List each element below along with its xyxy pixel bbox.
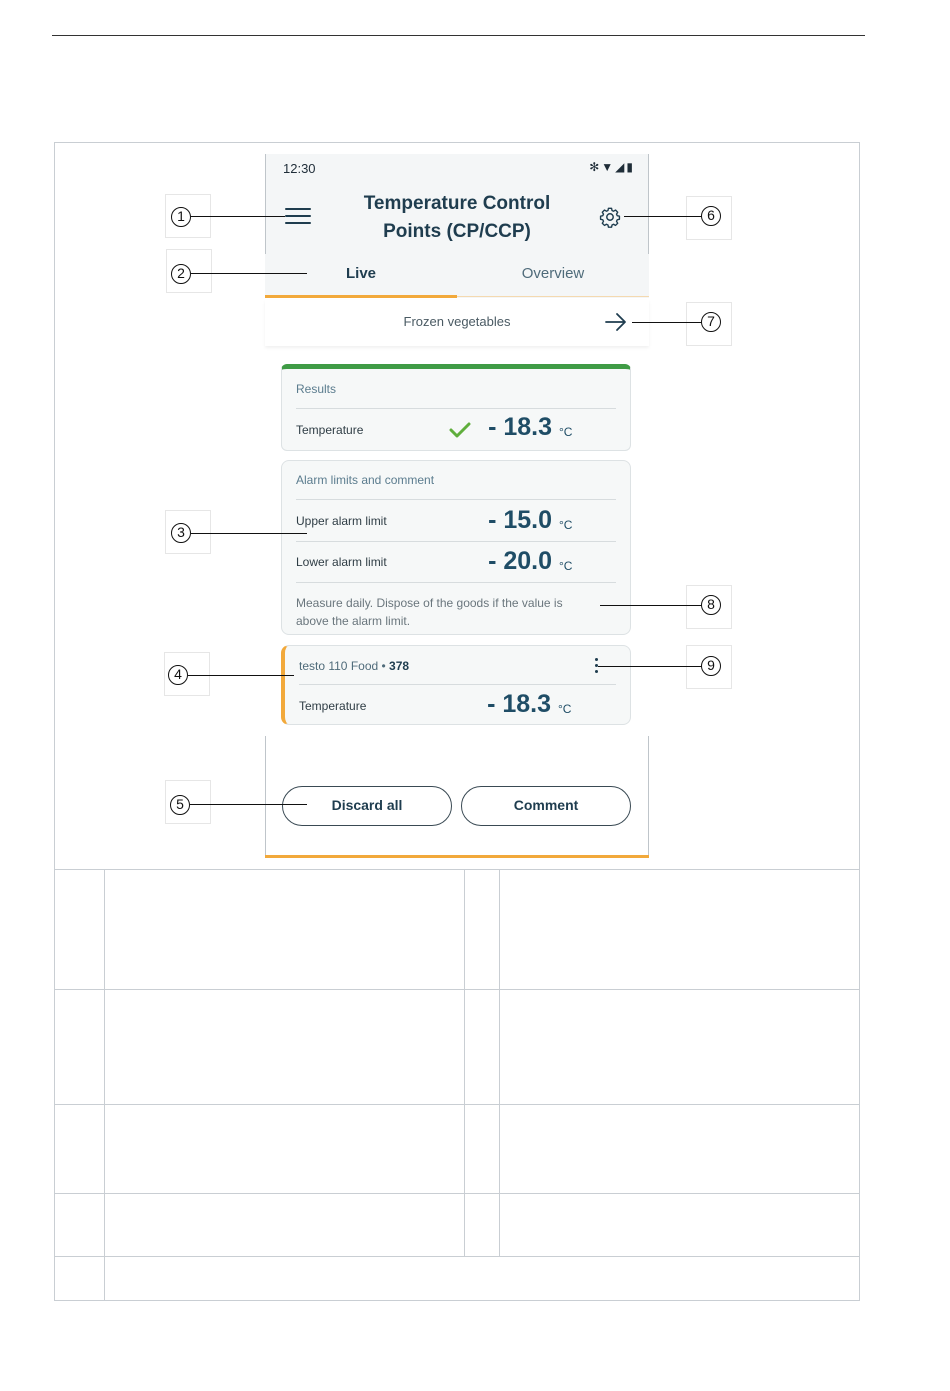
results-card — [281, 364, 631, 451]
status-icons: ✻▼◢▮ — [589, 160, 635, 174]
table-cell — [105, 1257, 860, 1301]
table-cell — [500, 1194, 860, 1257]
divider — [296, 582, 616, 583]
page-header-rule — [52, 35, 865, 36]
callout-1: 1 — [171, 207, 191, 227]
app-title-line2: Points (CP/CCP) — [383, 221, 531, 242]
lower-alarm-label: Lower alarm limit — [296, 555, 387, 569]
callout-4: 4 — [168, 665, 188, 685]
results-temperature-unit: °C — [559, 425, 573, 439]
results-temperature-value: - 18.3 — [488, 413, 552, 441]
active-tab-indicator — [265, 295, 457, 298]
app-title — [345, 190, 569, 246]
device-serial: 378 — [389, 659, 410, 673]
divider — [296, 408, 616, 409]
results-card-title: Results — [296, 382, 337, 396]
table-cell — [55, 990, 105, 1105]
table-row — [55, 1194, 860, 1257]
check-icon — [449, 421, 471, 439]
table-cell — [465, 990, 500, 1105]
phone-edge-left — [265, 154, 266, 254]
leader-line — [598, 666, 702, 667]
table-cell — [500, 1105, 860, 1194]
table-cell — [465, 870, 500, 990]
device-separator: • — [378, 659, 390, 673]
leader-line — [188, 675, 294, 676]
leader-line — [191, 216, 285, 217]
leader-line — [624, 216, 702, 217]
table-cell — [105, 990, 465, 1105]
status-time: 12:30 — [283, 161, 316, 176]
table-cell — [465, 1105, 500, 1194]
leader-line — [600, 605, 702, 606]
leader-line — [190, 804, 307, 805]
control-point-row[interactable] — [265, 300, 649, 346]
leader-line — [191, 273, 307, 274]
results-temperature-label: Temperature — [296, 423, 364, 437]
sensor-temperature-unit: °C — [558, 702, 572, 716]
table-cell — [55, 1257, 105, 1301]
divider — [299, 684, 616, 685]
phone-screen — [265, 154, 649, 859]
app-title-line1: Temperature Control — [363, 193, 551, 214]
upper-alarm-value: - 15.0 — [488, 506, 552, 534]
table-row — [55, 870, 860, 990]
discard-all-button[interactable]: Discard all — [282, 786, 452, 826]
upper-alarm-label: Upper alarm limit — [296, 514, 387, 528]
alarm-comment: Measure daily. Dispose of the goods if the value is above the alarm limit. — [296, 596, 563, 628]
upper-alarm-unit: °C — [559, 518, 573, 532]
table-row — [55, 990, 860, 1105]
phone-edge-right — [648, 154, 649, 254]
sensor-temperature-value: - 18.3 — [487, 690, 551, 718]
table-cell — [55, 870, 105, 990]
table-row — [55, 1257, 860, 1301]
table-cell — [55, 1105, 105, 1194]
comment-button[interactable]: Comment — [461, 786, 631, 826]
legend-table — [54, 869, 860, 1301]
phone-edge-left-bottom — [265, 736, 266, 858]
sensor-temperature-label: Temperature — [299, 699, 367, 713]
device-model: testo 110 Food — [299, 659, 379, 673]
alarm-card-title: Alarm limits and comment — [296, 473, 435, 487]
table-row — [55, 1105, 860, 1194]
callout-8: 8 — [701, 595, 721, 615]
table-cell — [465, 1194, 500, 1257]
lower-alarm-value: - 20.0 — [488, 547, 552, 575]
table-cell — [500, 870, 860, 990]
table-cell — [105, 870, 465, 990]
bottom-accent-bar — [265, 855, 649, 858]
table-cell — [55, 1194, 105, 1257]
more-vertical-icon[interactable] — [594, 658, 600, 676]
callout-3: 3 — [171, 523, 191, 543]
tab-baseline — [457, 296, 649, 297]
callout-2: 2 — [171, 264, 191, 284]
arrow-right-icon[interactable] — [604, 312, 628, 332]
callout-7: 7 — [701, 312, 721, 332]
tab-overview[interactable]: Overview — [521, 265, 585, 282]
divider — [296, 499, 616, 500]
table-cell — [105, 1194, 465, 1257]
leader-line — [632, 322, 702, 323]
leader-line — [191, 533, 307, 534]
device-name — [299, 659, 409, 673]
gear-icon[interactable] — [599, 206, 621, 228]
lower-alarm-unit: °C — [559, 559, 573, 573]
table-cell — [500, 990, 860, 1105]
tab-bar — [265, 254, 649, 298]
sensor-card — [281, 645, 631, 725]
callout-5: 5 — [170, 795, 190, 815]
phone-edge-right-bottom — [648, 736, 649, 858]
callout-9: 9 — [701, 656, 721, 676]
callout-6: 6 — [701, 206, 721, 226]
hamburger-menu-icon[interactable] — [285, 208, 311, 226]
control-point-name: Frozen vegetables — [403, 314, 511, 329]
table-cell — [105, 1105, 465, 1194]
divider — [296, 541, 616, 542]
alarm-limits-card — [281, 460, 631, 635]
tab-live[interactable]: Live — [345, 265, 376, 282]
